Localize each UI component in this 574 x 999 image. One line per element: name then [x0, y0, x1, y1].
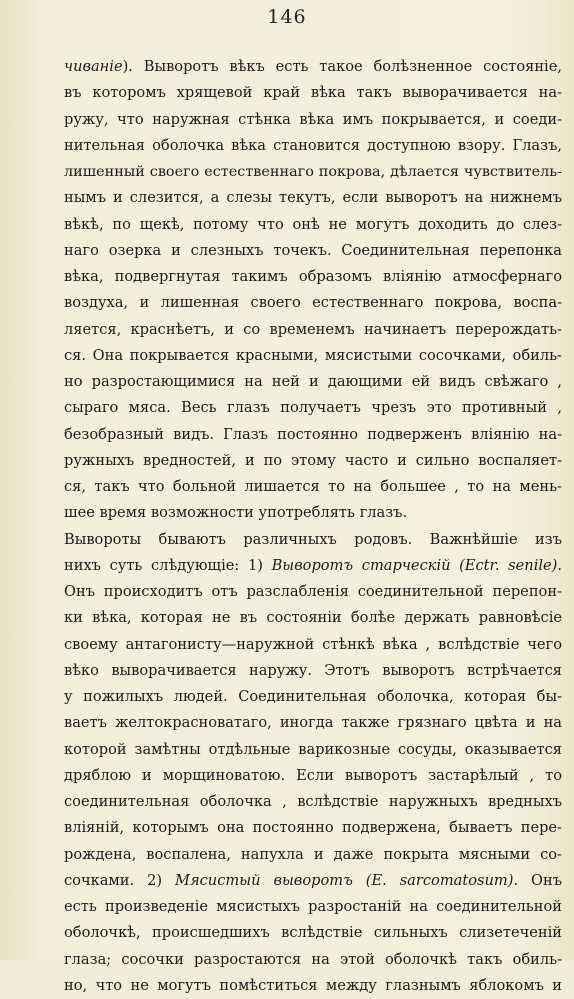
- text-line: ружу, что наружная стѣнка вѣка имъ покрывается, и соеди-: [64, 110, 562, 128]
- text-line: вѣкѣ, по щекѣ, потому что онѣ не могутъ доходить до слез-: [64, 215, 562, 233]
- text-line: ся. Она покрывается красными, мясистыми сосочками, обиль-: [64, 346, 562, 364]
- text-line: ки вѣка, которая не въ состояніи болѣе держать равновѣсіе: [64, 609, 562, 627]
- text-line: нихъ суть слѣдующіе: 1) Выворотъ старческій (Ectr. senile).: [64, 556, 563, 574]
- text-line: вѣко выворачивается наружу. Этотъ выворотъ встрѣчается: [64, 661, 562, 679]
- italic-term: Выворотъ старческій (Ectr. senile): [271, 556, 558, 574]
- text-line: ляется, краснѣетъ, и со временемъ начинаетъ перерождать-: [64, 320, 562, 338]
- text-line: рождена, воспалена, напухла и даже покрыта мясными со-: [64, 845, 562, 863]
- text-line: безобразный видъ. Глазъ постоянно подверженъ вліянію на-: [64, 425, 562, 443]
- text-line: нительная оболочка вѣка становится доступною взору. Глазъ,: [64, 136, 562, 154]
- text-line: вліяній, которымъ она постоянно подвержена, бываетъ пере-: [64, 819, 562, 837]
- italic-term: чиваніе: [64, 58, 123, 75]
- text-line: которой замѣтны отдѣльные варикозные сосуды, оказывается: [64, 740, 562, 758]
- text-line: но разростающимися на ней и дающими ей видъ свѣжаго ,: [64, 373, 562, 390]
- text-line: ружныхъ вредностей, и по этому часто и сильно воспаляет-: [64, 451, 562, 469]
- text-line: вѣка, подвергнутая такимъ образомъ вліянію атмосфернаго: [64, 268, 562, 285]
- text-line: въ которомъ хрящевой край вѣка такъ выворачивается на-: [64, 84, 562, 102]
- text-line: ваетъ желтокрасноватаго, иногда также грязнаго цвѣта и на: [64, 714, 562, 732]
- text-line: есть произведеніе мясистыхъ разростаній на соединительной: [64, 898, 562, 915]
- text-line: наго озерка и слезныхъ точекъ. Соединительная перепонка: [64, 241, 562, 259]
- text-line: глаза; сосочки разростаются на этой оболочкѣ такъ обиль-: [64, 950, 562, 968]
- body-text: [64, 54, 562, 999]
- text-line: ся, такъ что больной лишается то на большее , то на мень-: [64, 478, 562, 495]
- text-line: Онъ происходитъ отъ разслабленія соединительной перепон-: [64, 583, 562, 600]
- text-line: нымъ и слезится, а слезы текутъ, если выворотъ на нижнемъ: [64, 189, 562, 207]
- text-line: Вывороты бываютъ различныхъ родовъ. Важнѣйшіе изъ: [64, 530, 562, 548]
- text-line: оболочкѣ, происшедшихъ вслѣдствіе сильныхъ слизетеченій: [64, 924, 562, 942]
- text-line: соединительная оболочка , вслѣдствіе наружныхъ вредныхъ: [64, 793, 562, 810]
- page-number: 146: [267, 6, 307, 28]
- italic-term: Мясистый выворотъ (E. sarcomatosum): [175, 871, 514, 889]
- text-line: шее время возможности употреблять глазъ.: [64, 504, 408, 522]
- text-line: сыраго мяса. Весь глазъ получаетъ чрезъ это противный ,: [64, 399, 562, 417]
- text-line: лишенный своего естественнаго покрова, дѣлается чувствитель-: [64, 164, 562, 180]
- text-line: чиваніе). Выворотъ вѣкъ есть такое болѣзненное состояніе,: [64, 58, 562, 75]
- text-line: у пожилыхъ людей. Соединительная оболочка, которая бы-: [64, 688, 562, 705]
- text-line: воздуха, и лишенная своего естественнаго покрова, воспа-: [64, 294, 562, 312]
- text-line: сочками. 2) Мясистый выворотъ (E. sarcomatosum). Онъ: [64, 871, 563, 889]
- text-line: дряблою и морщиноватою. Если выворотъ застарѣлый , то: [64, 766, 562, 784]
- text-line: но, что не могутъ помѣститься между глазнымъ яблокомъ и: [64, 976, 562, 994]
- text-line: своему антагонисту—наружной стѣнкѣ вѣка , вслѣдствіе чего: [64, 635, 562, 653]
